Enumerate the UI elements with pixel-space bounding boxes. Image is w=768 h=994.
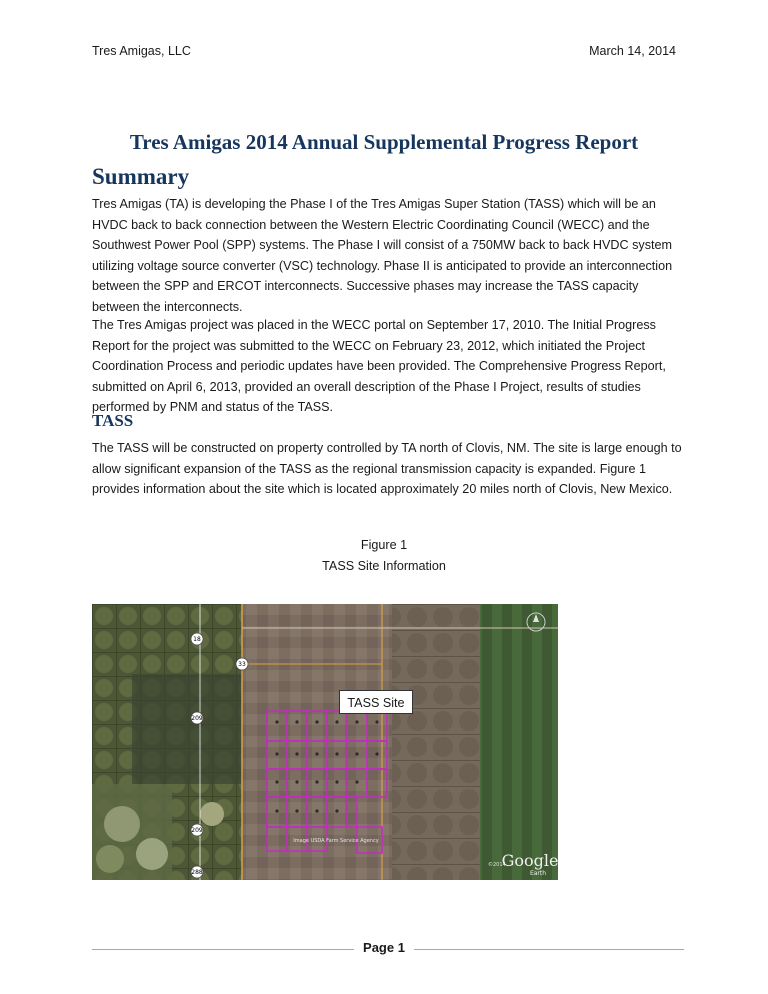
- summary-paragraph-2: The Tres Amigas project was placed in the WECC portal on September 17, 2010. The Initial Progress Report for the project was submitted to the WECC on February 23, 2012, which initiated the Project Coordination Process and periodic updates have been provided. The Comprehensive Progress Report, submitted on April 6, 2013, provided an overall description of the Phase I Project, results of studies performed by PNM and status of the TASS.: [92, 318, 666, 414]
- header-date: March 14, 2014: [589, 44, 676, 58]
- tass-heading: TASS: [92, 411, 134, 430]
- image-credit: Image USDA Farm Service Agency: [293, 838, 379, 844]
- page-number: Page 1: [363, 940, 405, 955]
- earth-watermark: Earth: [529, 870, 547, 877]
- summary-heading: Summary: [92, 164, 190, 189]
- satellite-map-image: [92, 604, 558, 880]
- road-shield-288: 288: [191, 869, 203, 876]
- figure-caption: TASS Site Information: [322, 559, 446, 573]
- tass-site-label: TASS Site: [339, 690, 413, 714]
- road-shield-209-south: 209: [191, 827, 203, 834]
- road-shield-18: 18: [193, 636, 201, 643]
- summary-paragraph-1: Tres Amigas (TA) is developing the Phase I of the Tres Amigas Super Station (TASS) which will be an HVDC back to back connection between the Western Electric Coordinating Council (WECC) and the Southwest Power Pool (SPP) systems. The Phase I will consist of a 750MW back to back HVDC system utilizing voltage source converter (VSC) technology. Phase II is anticipated to provide an interconnection between the SPP and ERCOT interconnects. Successive phases may increase the TASS capacity between the interconnects.: [92, 197, 673, 314]
- road-shield-33: 33: [238, 661, 246, 668]
- road-shield-209: 209: [191, 715, 203, 722]
- header-company: Tres Amigas, LLC: [92, 44, 191, 58]
- tass-paragraph: The TASS will be constructed on property controlled by TA north of Clovis, NM. The site is large enough to allow significant expansion of the TASS as the regional transmission capacity is expanded. Figure 1 provides information about the site which is located approximately 20 miles north of Clovis, New Mexico.: [92, 441, 682, 496]
- google-watermark: Google: [501, 851, 558, 870]
- document-title: Tres Amigas 2014 Annual Supplemental Progress Report: [129, 130, 639, 154]
- image-date: ©2014: [488, 862, 506, 868]
- figure-number: Figure 1: [360, 538, 408, 552]
